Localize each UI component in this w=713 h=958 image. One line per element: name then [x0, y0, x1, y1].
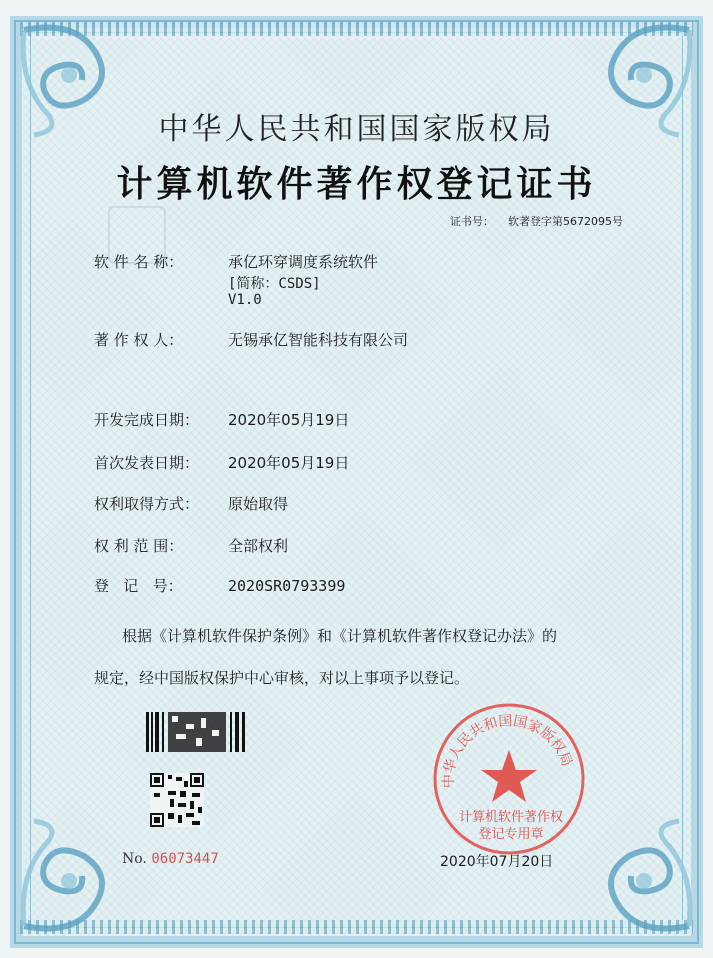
field-registration-number [94, 575, 345, 596]
serial-number [122, 851, 219, 867]
serial-value: 06073447 [151, 851, 219, 867]
field-label: 登 记 号： [94, 577, 183, 595]
seal-line-1: 计算机软件著作权 [458, 810, 563, 825]
field-label: 权利取得方式： [94, 495, 200, 513]
certificate-number-label: 证书号： [450, 215, 494, 228]
certificate-number [450, 213, 623, 229]
barcode [146, 712, 248, 752]
statement-line-1: 根据《计算机软件保护条例》和《计算机软件著作权登记办法》的 [122, 627, 558, 645]
field-value: 全部权利 [228, 537, 289, 555]
software-version: V1.0 [228, 292, 262, 308]
field-acquisition-method [94, 493, 288, 514]
field-label: 著 作 权 人： [94, 331, 184, 349]
field-copyright-owner [94, 329, 408, 350]
certificate-number-value: 软著登字第5672095号 [508, 215, 623, 228]
field-value: 无锡承亿智能科技有限公司 [228, 331, 409, 349]
field-label: 首次发表日期： [94, 454, 200, 472]
seal-line-2: 登记专用章 [478, 827, 544, 842]
field-value: 原始取得 [228, 495, 289, 513]
issue-date: 2020年07月20日 [440, 854, 554, 870]
field-value: 2020SR0793399 [228, 577, 346, 595]
field-label: 软 件 名 称： [94, 253, 184, 271]
software-short-name: [简称：CSDS] [228, 276, 321, 292]
field-value: 承亿环穿调度系统软件 [228, 253, 379, 271]
field-label: 权 利 范 围： [94, 537, 184, 555]
issuing-authority: 中华人民共和国国家版权局 [158, 112, 555, 147]
qr-code [150, 773, 204, 827]
field-completion-date [94, 409, 349, 430]
field-label: 开发完成日期： [94, 411, 200, 429]
certificate-title: 计算机软件著作权登记证书 [116, 163, 597, 205]
serial-prefix: No. [122, 851, 147, 867]
field-scope-of-rights [94, 535, 288, 556]
statement-line-2: 规定，经中国版权保护中心审核，对以上事项予以登记。 [94, 669, 470, 687]
seal-arc-text: 中华人民共和国国家版权局 [440, 713, 575, 789]
field-first-publication-date [94, 452, 349, 473]
field-value: 2020年05月19日 [228, 454, 350, 472]
corner-ornament [14, 816, 154, 936]
field-software-name [94, 251, 378, 272]
field-value: 2020年05月19日 [228, 411, 350, 429]
